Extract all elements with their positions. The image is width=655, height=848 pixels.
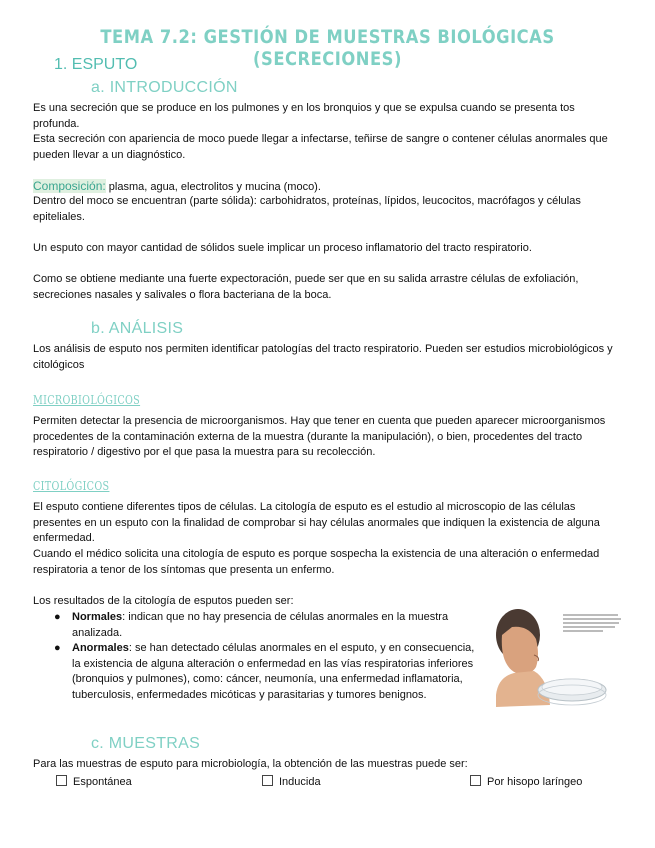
citologicos-paragraph-1: El esputo contiene diferentes tipos de células. La citología de esputo es el estudio al microscopio de las células presentes en un esputo con la finalidad de comprobar si hay células anormales que indiquen la existencia de alguna enfermedad. [33, 501, 600, 544]
bullet-icon: ● [54, 611, 61, 623]
intro-paragraph-2: Esta secreción con apariencia de moco puede llegar a infectarse, teñirse de sangre o contener células anormales que pueden llevar a un diagnóstico. [33, 133, 608, 161]
list-item-bold: Normales [72, 611, 123, 623]
composicion-text: plasma, agua, electrolitos y mucina (moco). [105, 181, 321, 193]
resultados-intro: Los resultados de la citología de esputos pueden ser: [33, 595, 294, 607]
resultados-list [52, 610, 482, 703]
heading-citologicos: CITOLÓGICOS [33, 479, 110, 493]
figure-caption-lines [563, 612, 623, 634]
intro-paragraph-4: Un esputo con mayor cantidad de sólidos suele implicar un proceso inflamatorio del tracto respiratorio. [33, 242, 532, 254]
intro-paragraph-1: Es una secreción que se produce en los pulmones y en los bronquios y que se expulsa cuando se presenta tos profunda. [33, 102, 575, 130]
bullet-icon: ● [54, 642, 61, 654]
subheading-muestras: c. MUESTRAS [91, 735, 201, 752]
list-item-anormales [52, 641, 482, 703]
heading-microbiologicos: MICROBIOLÓGICOS [33, 393, 141, 407]
section-heading-esputo: 1. ESPUTO [54, 56, 138, 73]
composicion-label: Composición: [33, 179, 106, 193]
citologicos-paragraph-2: Cuando el médico solicita una citología de esputo es porque sospecha la existencia de una alteración o enfermedad respiratoria a tenor de los síntomas que presenta un enfermo. [33, 548, 600, 576]
intro-paragraph-3: Dentro del moco se encuentran (parte sólida): carbohidratos, proteínas, lípidos, leucocitos, macrófagos y células epiteliales. [33, 195, 581, 223]
checkbox-icon[interactable] [470, 775, 481, 786]
option-label: Espontánea [73, 776, 132, 788]
muestras-paragraph: Para las muestras de esputo para microbiología, la obtención de las muestras puede ser: [33, 758, 468, 770]
list-item-bold: Anormales [72, 642, 129, 654]
option-label: Inducida [279, 776, 321, 788]
list-item-text: : indican que no hay presencia de células anormales en la muestra analizada. [72, 611, 449, 639]
option-espontanea[interactable] [56, 775, 132, 788]
page-title: TEMA 7.2: GESTIÓN DE MUESTRAS BIOLÓGICAS (SECRECIONES) [100, 26, 555, 70]
option-inducida[interactable] [262, 775, 321, 788]
analisis-paragraph-1: Los análisis de esputo nos permiten identificar patologías del tracto respiratorio. Pueden ser estudios microbiológicos y citológicos [33, 343, 613, 371]
list-item-normales [52, 610, 482, 641]
intro-paragraph-5: Como se obtiene mediante una fuerte expectoración, puede ser que en su salida arrastre células de exfoliación, secreciones nasales y salivales o flora bacteriana de la boca. [33, 273, 579, 301]
option-hisopo-laringeo[interactable] [470, 775, 582, 788]
subheading-analisis: b. ANÁLISIS [91, 320, 184, 337]
list-item-text: : se han detectado células anormales en el esputo, y en consecuencia, la existencia de alguna alteración o enfermedad en las vías respiratorias inferiores (bronquios y pulmones), como: cáncer, neumonía, una enfermedad inflamatoria, tuberculosis, enfermedades micóticas y parasitarias y tumores benignos. [72, 642, 475, 701]
microbiologicos-paragraph: Permiten detectar la presencia de microorganismos. Hay que tener en cuenta que pueden aparecer microorganismos procedentes de la contaminación externa de la muestra (durante la manipulación), o bien, procedentes del tracto respiratorio / digestivo por el que pasa la muestra para su recolección. [33, 415, 606, 458]
checkbox-icon[interactable] [56, 775, 67, 786]
checkbox-icon[interactable] [262, 775, 273, 786]
subheading-introduccion: a. INTRODUCCIÓN [91, 79, 238, 96]
option-label: Por hisopo laríngeo [487, 776, 583, 788]
